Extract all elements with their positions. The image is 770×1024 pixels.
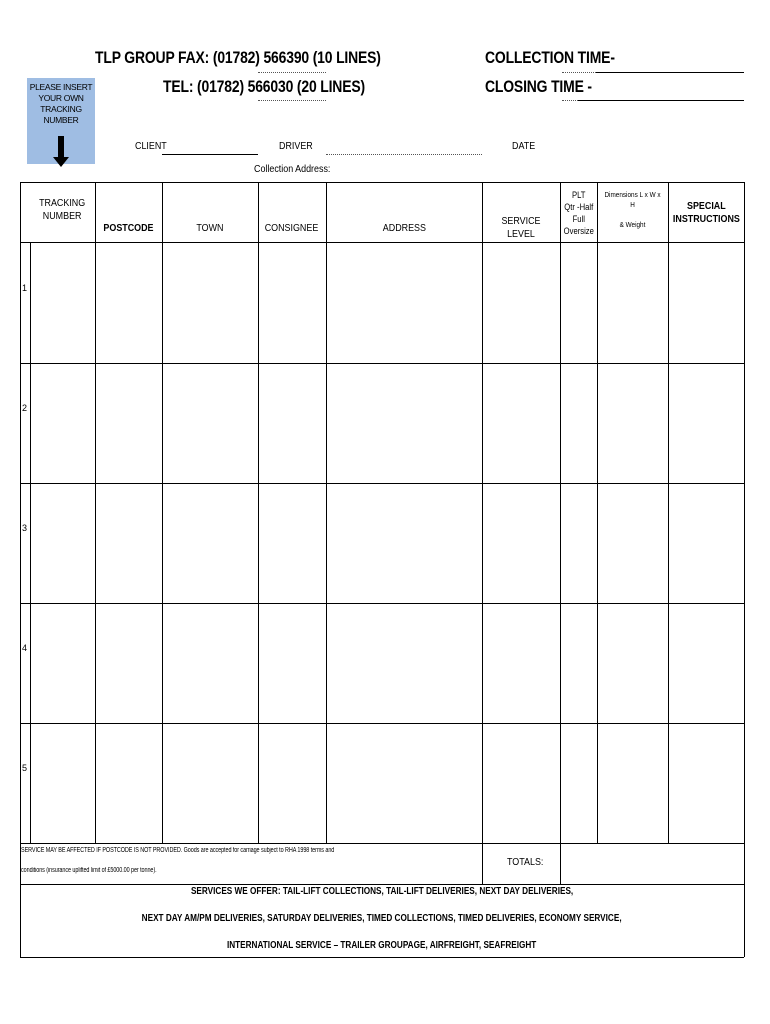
collection-address-label: Collection Address: [254, 163, 331, 175]
table-bottom-border [20, 957, 744, 958]
tel-underline [258, 100, 326, 101]
closing-time-label: CLOSING TIME - [485, 77, 592, 96]
column-divider [95, 182, 96, 843]
terms-note-line-1: SERVICE MAY BE AFFECTED IF POSTCODE IS NOT PROVIDED. Goods are accepted for carriage subject to RHA 1998 terms and [21, 847, 335, 854]
row-number: 5 [22, 763, 28, 773]
fax-underline [258, 72, 326, 73]
column-divider [482, 182, 483, 884]
column-divider [162, 182, 163, 843]
column-divider [258, 182, 259, 843]
footer-divider [20, 884, 744, 885]
services-line-1: SERVICES WE OFFER: TAIL-LIFT COLLECTIONS, TAIL-LIFT DELIVERIES, NEXT DAY DELIVERIES, [190, 886, 574, 897]
tracking-insert-note: PLEASE INSERT YOUR OWN TRACKING NUMBER [27, 78, 95, 164]
table-right-border [744, 182, 745, 957]
col-address: ADDRESS [382, 221, 426, 234]
totals-label: TOTALS: [507, 856, 544, 868]
row-number: 4 [22, 643, 28, 653]
column-divider [597, 182, 598, 843]
down-arrow-icon [58, 136, 64, 158]
column-divider [326, 182, 327, 843]
collection-time-dots [562, 72, 596, 73]
closing-time-field[interactable] [578, 100, 744, 101]
client-label: CLIENT [135, 140, 167, 152]
row-number-divider [30, 242, 31, 843]
table-top-border [20, 182, 744, 183]
row-divider [20, 603, 744, 604]
column-divider [668, 182, 669, 843]
collection-time-label: COLLECTION TIME- [485, 48, 615, 67]
row-number: 3 [22, 523, 28, 533]
date-label: DATE [512, 140, 536, 152]
collection-time-field[interactable] [596, 72, 744, 73]
col-tracking-number: TRACKING NUMBER [39, 197, 86, 222]
column-divider [560, 182, 561, 884]
row-divider [20, 483, 744, 484]
terms-note-line-2: conditions (insurance uplifted limit of £5000.00 per tonne). [21, 867, 157, 874]
row-number: 1 [22, 283, 28, 293]
col-dimensions-weight: Dimensions L x W x H & Weight [604, 190, 661, 229]
services-line-3: INTERNATIONAL SERVICE – TRAILER GROUPAGE, AIRFREIGHT, SEAFREIGHT [227, 940, 537, 951]
services-line-2: NEXT DAY AM/PM DELIVERIES, SATURDAY DELIVERIES, TIMED COLLECTIONS, TIMED DELIVERIES, ECONOMY SERVICE, [142, 913, 622, 924]
row-divider [20, 363, 744, 364]
row-divider [20, 843, 744, 844]
down-arrow-icon-head [53, 157, 69, 167]
row-divider [20, 723, 744, 724]
driver-label: DRIVER [279, 140, 313, 152]
row-number: 2 [22, 403, 28, 413]
col-plt: PLT Qtr -Half Full Oversize [563, 190, 594, 236]
col-postcode: POSTCODE [103, 221, 154, 234]
col-town: TOWN [196, 221, 224, 234]
fax-line: TLP GROUP FAX: (01782) 566390 (10 LINES) [95, 48, 381, 67]
closing-time-dots [562, 100, 578, 101]
tel-line: TEL: (01782) 566030 (20 LINES) [163, 77, 365, 96]
client-field[interactable] [162, 154, 258, 155]
table-left-border [20, 182, 21, 957]
col-consignee: CONSIGNEE [265, 221, 319, 234]
driver-field[interactable] [326, 154, 482, 155]
col-special-instructions: SPECIAL INSTRUCTIONS [672, 200, 740, 225]
col-service-level: SERVICE LEVEL [501, 215, 541, 240]
